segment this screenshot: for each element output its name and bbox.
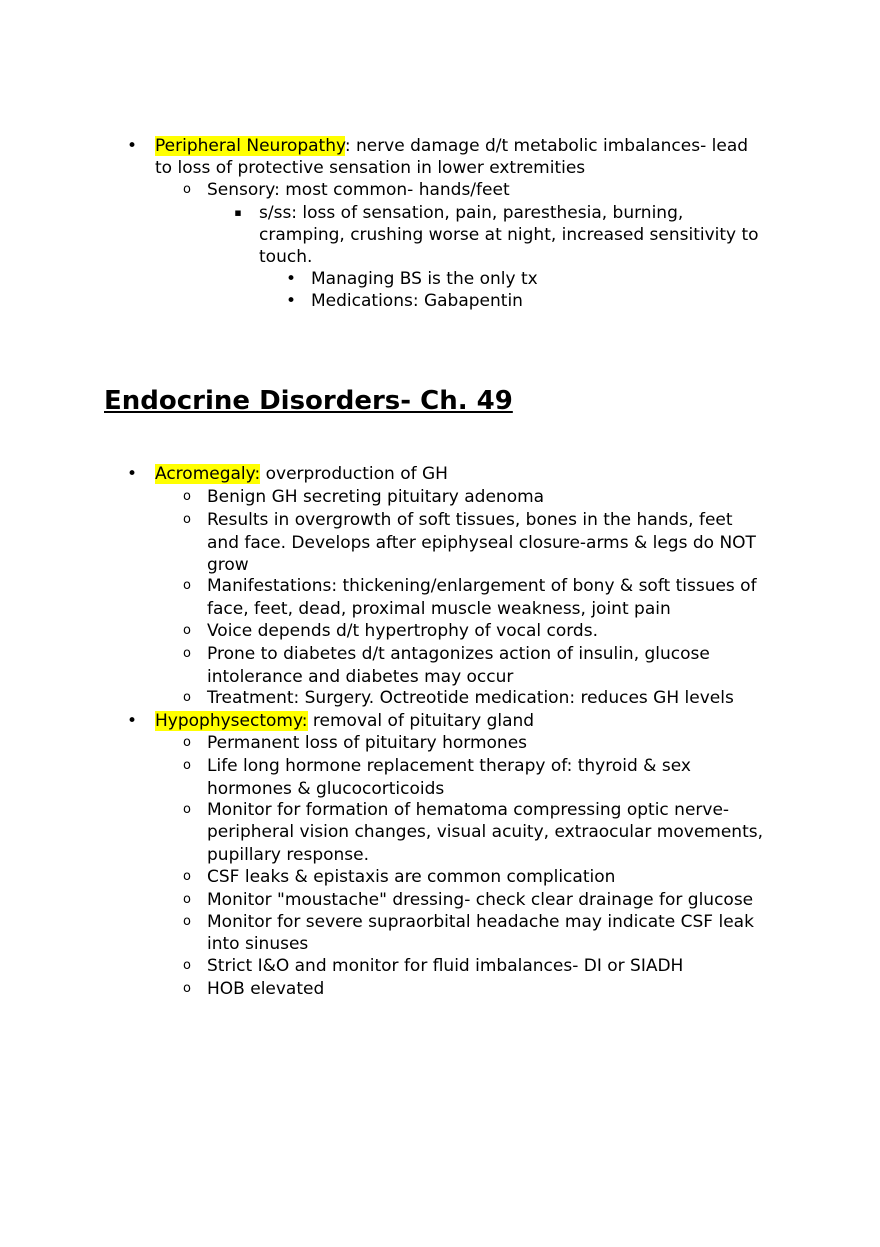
circle-bullet-icon: o bbox=[183, 623, 191, 638]
circle-bullet-icon: o bbox=[183, 182, 191, 197]
hypophysectomy-item-3-line-2: peripheral vision changes, visual acuity, extraocular movements, bbox=[207, 822, 763, 842]
circle-bullet-icon: o bbox=[183, 869, 191, 884]
bullet-icon: • bbox=[126, 136, 138, 156]
ss-line-3: touch. bbox=[259, 247, 313, 267]
sensory-item: Sensory: most common- hands/feet bbox=[207, 180, 510, 200]
acromegaly-item-1: Benign GH secreting pituitary adenoma bbox=[207, 487, 545, 507]
circle-bullet-icon: o bbox=[183, 958, 191, 973]
acromegaly-definition: overproduction of GH bbox=[260, 464, 448, 484]
circle-bullet-icon: o bbox=[183, 690, 191, 705]
hypophysectomy-item-6-line-2: into sinuses bbox=[207, 934, 309, 954]
pn-line-1 bbox=[155, 135, 748, 157]
hypophysectomy-item-3-line-3: pupillary response. bbox=[207, 845, 370, 865]
section-heading: Endocrine Disorders- Ch. 49 bbox=[104, 386, 513, 416]
circle-bullet-icon: o bbox=[183, 981, 191, 996]
hypophysectomy-item-2-line-2: hormones & glucocorticoids bbox=[207, 779, 445, 799]
hypophysectomy-item-6-line-1: Monitor for severe supraorbital headache may indicate CSF leak bbox=[207, 912, 754, 932]
meds-item: Medications: Gabapentin bbox=[311, 291, 523, 311]
circle-bullet-icon: o bbox=[183, 646, 191, 661]
square-bullet-icon: ▪ bbox=[234, 206, 242, 219]
acromegaly-item-5-line-2: intolerance and diabetes may occur bbox=[207, 667, 514, 687]
circle-bullet-icon: o bbox=[183, 892, 191, 907]
pn-term-highlight: Peripheral Neuropathy bbox=[155, 136, 345, 156]
bullet-icon: • bbox=[285, 291, 297, 311]
hypophysectomy-line bbox=[155, 710, 534, 732]
ss-line-2: cramping, crushing worse at night, increased sensitivity to bbox=[259, 225, 759, 245]
bullet-icon: • bbox=[126, 711, 138, 731]
hypophysectomy-item-3-line-1: Monitor for formation of hematoma compressing optic nerve- bbox=[207, 800, 730, 820]
hypophysectomy-item-2-line-1: Life long hormone replacement therapy of: thyroid & sex bbox=[207, 756, 691, 776]
hypophysectomy-definition: removal of pituitary gland bbox=[307, 711, 535, 731]
acromegaly-item-2-line-2: and face. Develops after epiphyseal closure-arms & legs do NOT bbox=[207, 533, 756, 553]
circle-bullet-icon: o bbox=[183, 512, 191, 527]
bullet-icon: • bbox=[126, 464, 138, 484]
pn-definition: : nerve damage d/t metabolic imbalances- lead bbox=[344, 136, 749, 156]
circle-bullet-icon: o bbox=[183, 758, 191, 773]
hypophysectomy-item-5: Monitor "moustache" dressing- check clear drainage for glucose bbox=[207, 890, 754, 910]
acromegaly-item-2-line-1: Results in overgrowth of soft tissues, bones in the hands, feet bbox=[207, 510, 733, 530]
hypophysectomy-item-8: HOB elevated bbox=[207, 979, 325, 999]
acromegaly-item-5-line-1: Prone to diabetes d/t antagonizes action of insulin, glucose bbox=[207, 644, 710, 664]
circle-bullet-icon: o bbox=[183, 914, 191, 929]
circle-bullet-icon: o bbox=[183, 735, 191, 750]
pn-line-2: to loss of protective sensation in lower extremities bbox=[155, 158, 586, 178]
hypophysectomy-term-highlight: Hypophysectomy: bbox=[155, 711, 308, 731]
acromegaly-item-3-line-1: Manifestations: thickening/enlargement of bony & soft tissues of bbox=[207, 576, 757, 596]
tx-item: Managing BS is the only tx bbox=[311, 269, 538, 289]
hypophysectomy-item-7: Strict I&O and monitor for fluid imbalances- DI or SIADH bbox=[207, 956, 684, 976]
acromegaly-item-3-line-2: face, feet, dead, proximal muscle weakness, joint pain bbox=[207, 599, 671, 619]
ss-line-1: s/ss: loss of sensation, pain, paresthesia, burning, bbox=[259, 203, 684, 223]
acromegaly-item-2-line-3: grow bbox=[207, 555, 249, 575]
circle-bullet-icon: o bbox=[183, 802, 191, 817]
circle-bullet-icon: o bbox=[183, 489, 191, 504]
acromegaly-item-4: Voice depends d/t hypertrophy of vocal cords. bbox=[207, 621, 598, 641]
circle-bullet-icon: o bbox=[183, 578, 191, 593]
acromegaly-item-6: Treatment: Surgery. Octreotide medication: reduces GH levels bbox=[207, 688, 734, 708]
hypophysectomy-item-1: Permanent loss of pituitary hormones bbox=[207, 733, 528, 753]
acromegaly-line bbox=[155, 463, 448, 485]
hypophysectomy-item-4: CSF leaks & epistaxis are common complication bbox=[207, 867, 616, 887]
acromegaly-term-highlight: Acromegaly: bbox=[155, 464, 261, 484]
bullet-icon: • bbox=[285, 269, 297, 289]
